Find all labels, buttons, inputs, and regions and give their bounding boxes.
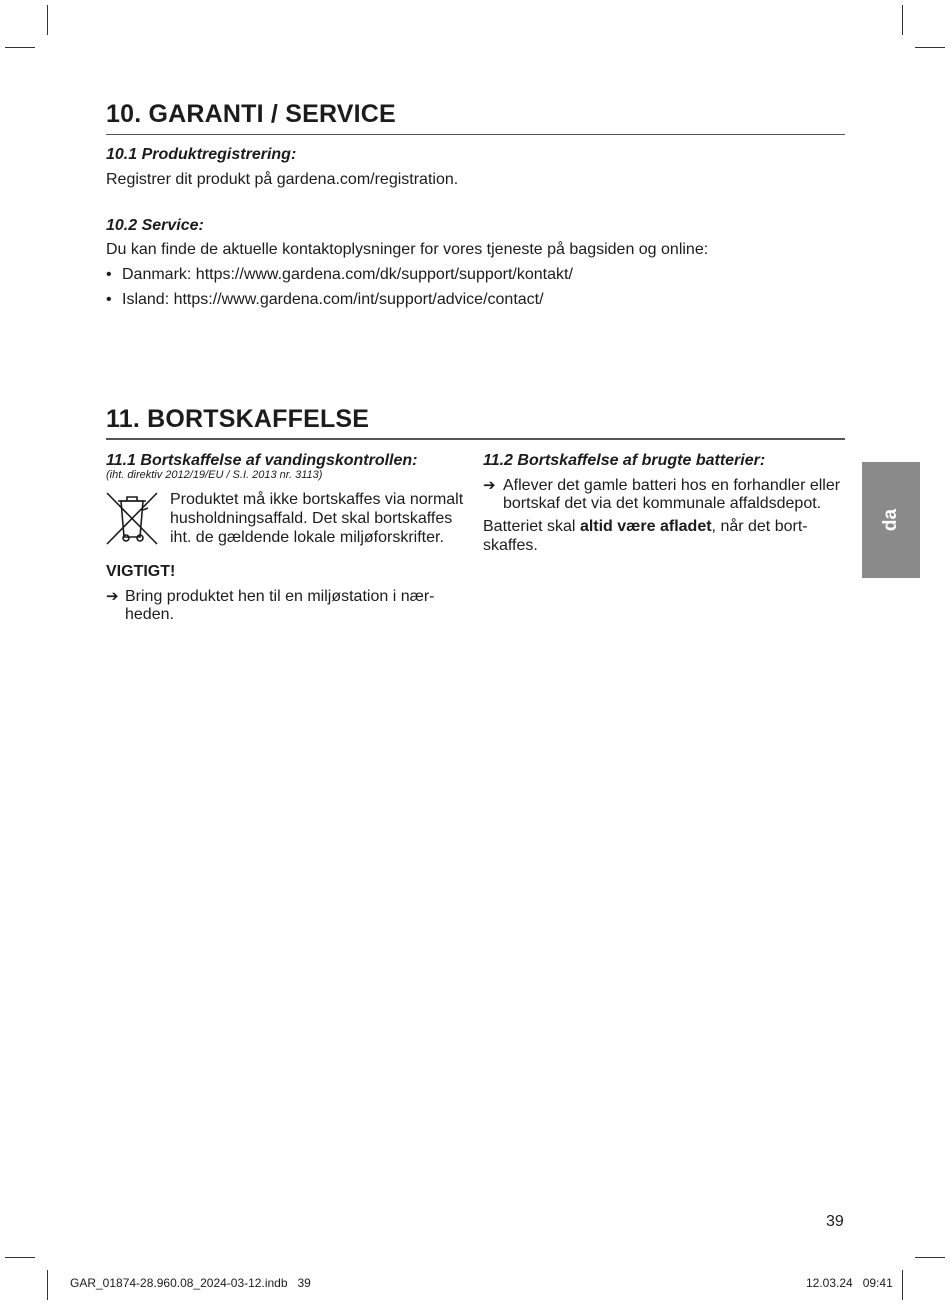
subsection-10-2-title: 10.2 Service: [106,217,204,234]
subsection-10-1-title: 10.1 Produktregistrering: [106,146,297,163]
subsection-11-2-title: 11.2 Bortskaffelse af brugte batterier: [483,452,766,469]
battery-dealer-line-1: Aflever det gamle batteri hos en forhandler eller [503,477,841,494]
registration-text: Registrer dit produkt på gardena.com/registration. [106,171,459,188]
heading-rule [106,134,845,135]
directive-note: (iht. direktiv 2012/19/EU / S.I. 2013 nr. 3113) [106,469,323,481]
important-label: VIGTIGT! [106,563,176,580]
disposal-line-3: iht. de gældende lokale miljøforskrifter. [170,529,444,546]
battery-discharged-line-2: skaffes. [483,537,538,554]
heading-rule [106,438,845,440]
arrow-icon: ➔ [483,477,496,494]
crop-mark [902,5,903,35]
language-tab-label: da [880,508,901,532]
crop-mark [47,5,48,35]
crop-mark [47,1270,48,1300]
station-line-1: Bring produktet hen til en miljøstation i nær- [125,588,435,605]
subsection-11-1-title: 11.1 Bortskaffelse af vandingskontrollen: [106,452,418,469]
service-link-denmark[interactable]: Danmark: https://www.gardena.com/dk/support/support/kontakt/ [122,266,573,283]
battery-discharged-line-1 [483,517,808,536]
language-tab [862,462,920,578]
crossed-out-wheelie-bin-icon [105,490,159,546]
battery-dealer-line-2: bortskaf det via det kommunale affaldsdepot. [503,495,822,512]
section-10-heading: 10. GARANTI / SERVICE [106,100,396,128]
crop-mark [915,47,945,48]
page-number: 39 [826,1213,844,1230]
bullet-dot: • [106,266,112,283]
battery-text-pre: Batteriet skal [483,518,580,535]
footer-file-info: GAR_01874-28.960.08_2024-03-12.indb 39 [70,1276,311,1290]
crop-mark [915,1257,945,1258]
crop-mark [5,1257,35,1258]
disposal-line-2: husholdningsaffald. Det skal bortskaffes [170,510,453,527]
service-text: Du kan finde de aktuelle kontaktoplysninger for vores tjeneste på bagsiden og online: [106,241,709,258]
crop-mark [5,47,35,48]
service-link-iceland[interactable]: Island: https://www.gardena.com/int/support/advice/contact/ [122,291,544,308]
arrow-icon: ➔ [106,588,119,605]
section-11-heading: 11. BORTSKAFFELSE [106,405,370,433]
battery-text-bold: altid være afladet [579,518,712,535]
station-line-2: heden. [125,606,174,623]
disposal-line-1: Produktet må ikke bortskaffes via normalt [170,491,464,508]
bullet-dot: • [106,291,112,308]
battery-text-post: , når det bort- [711,518,808,535]
crop-mark [902,1270,903,1300]
footer-datetime: 12.03.24 09:41 [806,1276,893,1290]
